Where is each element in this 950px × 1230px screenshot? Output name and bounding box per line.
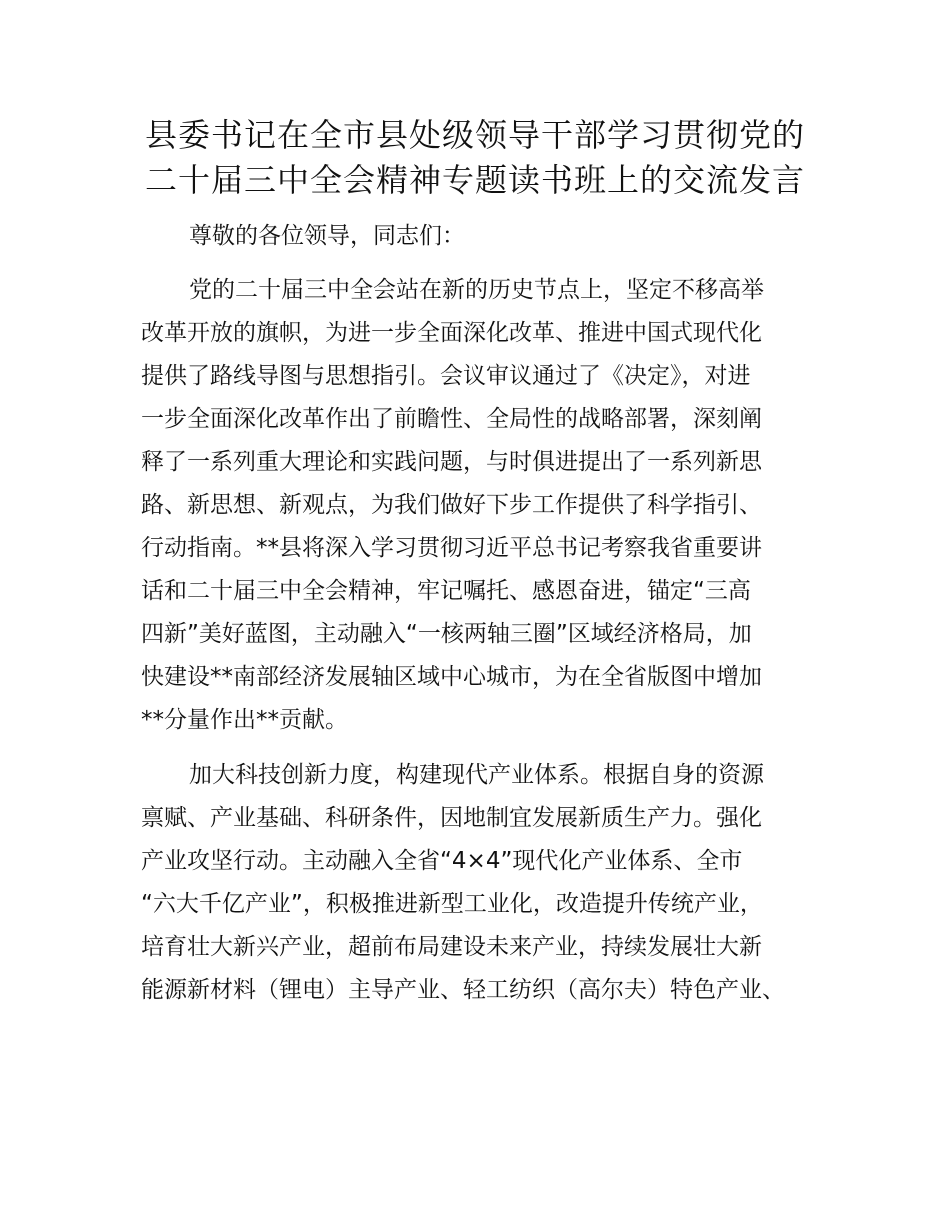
paragraph-1-line: 四新”美好蓝图，主动融入“一核两轴三圈”区域经济格局，加 xyxy=(141,621,752,647)
paragraph-1-line: 话和二十届三中全会精神，牢记嘱托、感恩奋进，锚定“三高 xyxy=(141,578,751,604)
document-title-line-2: 二十届三中全会精神专题读书班上的交流发言 xyxy=(144,161,805,199)
document-title-line-1: 县委书记在全市县处级领导干部学习贯彻党的 xyxy=(144,116,805,154)
paragraph-1-line: 党的二十届三中全会站在新的历史节点上，坚定不移高举 xyxy=(189,277,764,303)
salutation: 尊敬的各位领导，同志们： xyxy=(189,223,465,249)
paragraph-1-line: 行动指南。**县将深入学习贯彻习近平总书记考察我省重要讲 xyxy=(141,535,762,561)
paragraph-1-line: 一步全面深化改革作出了前瞻性、全局性的战略部署，深刻阐 xyxy=(141,406,762,432)
paragraph-2-line: 禀赋、产业基础、科研条件，因地制宜发展新质生产力。强化 xyxy=(141,805,762,831)
paragraph-1-line: 改革开放的旗帜，为进一步全面深化改革、推进中国式现代化 xyxy=(141,320,762,346)
paragraph-2-line: 能源新材料（锂电）主导产业、轻工纺织（高尔夫）特色产业、 xyxy=(141,977,785,1003)
paragraph-2-line: 加大科技创新力度，构建现代产业体系。根据自身的资源 xyxy=(189,762,764,788)
paragraph-2-line: 产业攻坚行动。主动融入全省“4×4”现代化产业体系、全市 xyxy=(141,848,743,874)
paragraph-1-line: **分量作出**贡献。 xyxy=(141,707,348,733)
paragraph-1-line: 释了一系列重大理论和实践问题，与时俱进提出了一系列新思 xyxy=(141,449,762,475)
paragraph-2-line: 培育壮大新兴产业，超前布局建设未来产业，持续发展壮大新 xyxy=(141,934,762,960)
paragraph-1-line: 路、新思想、新观点，为我们做好下步工作提供了科学指引、 xyxy=(141,492,762,518)
paragraph-1-line: 快建设**南部经济发展轴区域中心城市，为在全省版图中增加 xyxy=(141,664,762,690)
paragraph-1-line: 提供了路线导图与思想指引。会议审议通过了《决定》，对进 xyxy=(141,363,751,389)
paragraph-2-line: “六大千亿产业”，积极推进新型工业化，改造提升传统产业， xyxy=(141,891,763,917)
